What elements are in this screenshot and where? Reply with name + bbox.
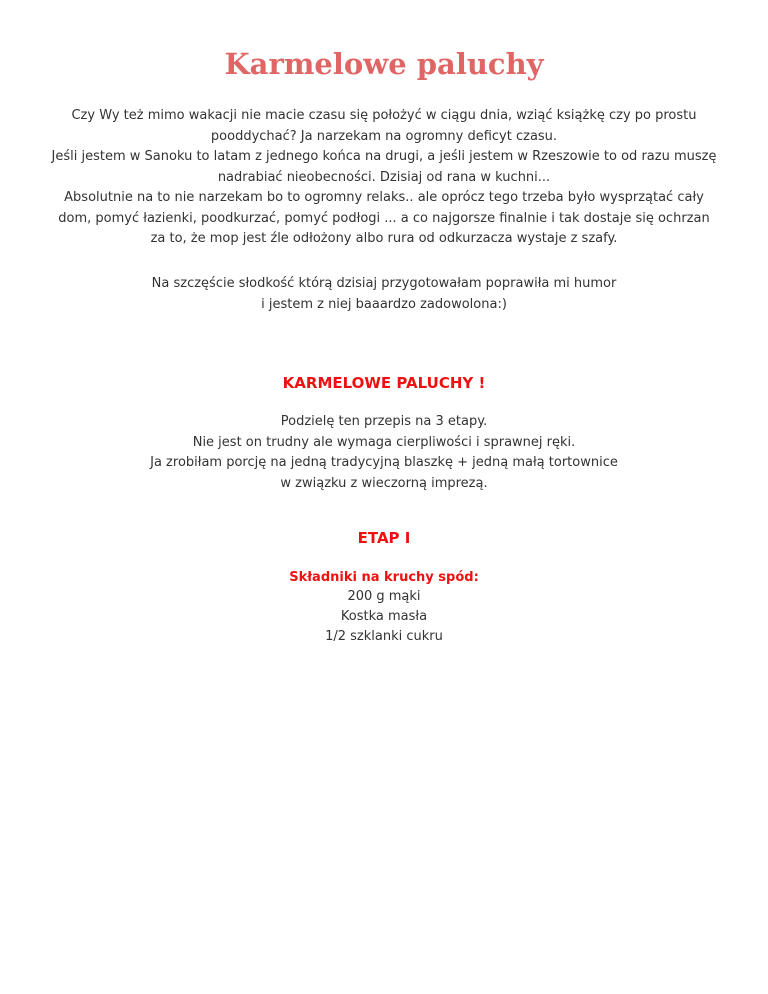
mood-paragraph — [40, 274, 728, 315]
intro-line: Czy Wy też mimo wakacji nie macie czasu się położyć w ciągu dnia, wziąć książkę czy po prostu — [71, 108, 697, 123]
recipe-intro-paragraph — [40, 412, 728, 494]
page-title: Karmelowe paluchy — [224, 47, 544, 81]
intro-line: za to, że mop jest źle odłożony albo rura od odkurzacza wystaje z szafy. — [150, 231, 618, 246]
ingredient-item: 200 g mąki — [347, 589, 421, 604]
intro-line: pooddychać? Ja narzekam na ogromny deficyt czasu. — [210, 128, 558, 144]
intro-line: Jeśli jestem w Sanoku to latam z jednego końca na drugi, a jeśli jestem w Rzeszowie to od razu muszę — [51, 149, 717, 164]
ingredients-subheading: Składniki na kruchy spód: — [289, 570, 479, 585]
mood-line: i jestem z niej baaardzo zadowolona:) — [261, 296, 507, 312]
recipe-intro-line: w związku z wieczorną imprezą. — [280, 475, 488, 491]
stage-heading: ETAP I — [357, 529, 411, 547]
intro-line: Absolutnie na to nie narzekam bo to ogromny relaks.. ale oprócz tego trzeba było wysprzątać cały — [64, 190, 704, 205]
intro-line: nadrabiać nieobecności. Dzisiaj od rana w kuchni... — [217, 169, 551, 185]
recipe-intro-line: Nie jest on trudny ale wymaga cierpliwości i sprawnej ręki. — [192, 434, 576, 450]
intro-paragraph — [40, 106, 728, 250]
recipe-intro-line: Ja zrobiłam porcję na jedną tradycyjną blaszkę + jedną małą tortownice — [150, 455, 618, 470]
ingredient-item: Kostka masła — [340, 609, 428, 624]
mood-line: Na szczęście słodkość którą dzisiaj przygotowałam poprawiła mi humor — [151, 276, 617, 291]
ingredients-list — [0, 587, 768, 647]
recipe-heading: KARMELOWE PALUCHY ! — [282, 374, 486, 392]
recipe-intro-line: Podzielę ten przepis na 3 etapy. — [280, 414, 488, 429]
intro-line: dom, pomyć łazienki, poodkurzać, pomyć podłogi ... a co najgorsze finalnie i tak dostaje się ochrzan — [58, 210, 710, 226]
ingredient-item: 1/2 szklanki cukru — [325, 629, 443, 644]
